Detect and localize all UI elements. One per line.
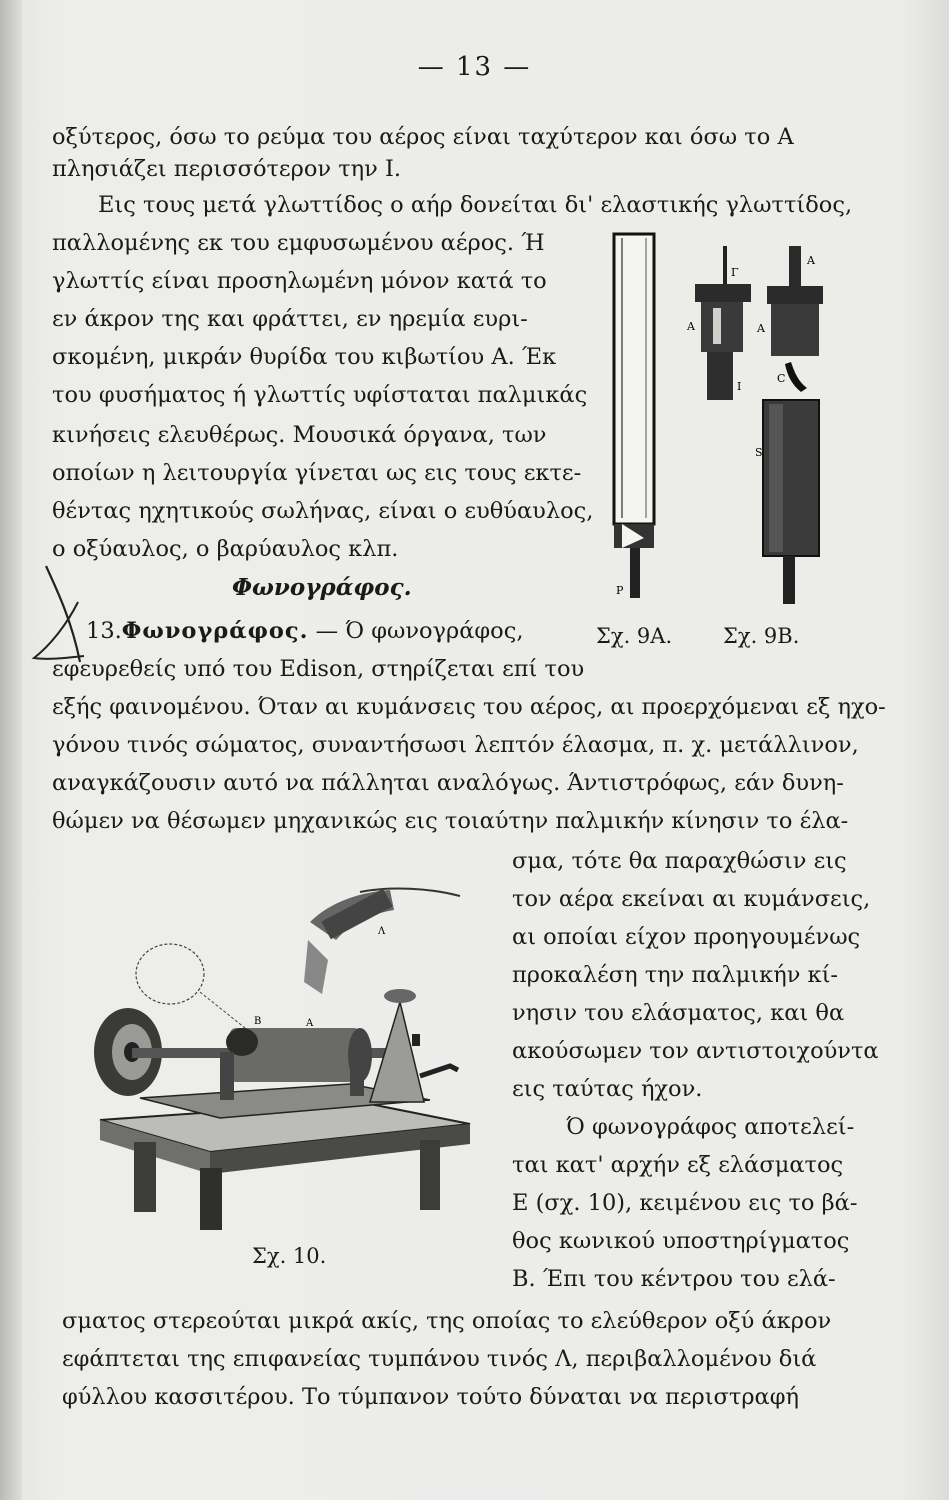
figure-letter: Α bbox=[306, 1018, 314, 1029]
text-line: αι οποίαι είχον προηγουμένως bbox=[512, 924, 861, 950]
figure-letter: Α bbox=[687, 320, 695, 333]
text-line: Β. Έπι του κέντρου του ελά- bbox=[512, 1266, 836, 1292]
figure-letter: P bbox=[616, 584, 624, 597]
book-gutter bbox=[0, 0, 22, 1500]
text-line: σματος στερεούται μικρά ακίς, της οποίας το ελεύθερον οξύ άκρον bbox=[62, 1308, 832, 1334]
figure-letter: Λ bbox=[378, 926, 386, 937]
text-line: αναγκάζουσιν αυτό να πάλληται αναλόγως. Άντιστρόφως, εάν δυνη- bbox=[52, 770, 844, 796]
text-line: εν άκρον της και φράττει, εν ηρεμία ευρι- bbox=[52, 306, 528, 332]
figure-letter: Ι bbox=[737, 380, 742, 393]
text-line: θέντας ηχητικούς σωλήνας, είναι ο ευθύαυλος, bbox=[52, 498, 594, 524]
figure-letter: Γ bbox=[731, 266, 739, 279]
text-line: οποίων η λειτουργία γίνεται ως εις τους εκτε- bbox=[52, 460, 582, 486]
section-number: 13. bbox=[86, 618, 122, 644]
figure-letter: Β bbox=[254, 1016, 262, 1027]
text-line: γλωττίς είναι προσηλωμένη μόνον κατά το bbox=[52, 268, 547, 294]
text-line: σμα, τότε θα παραχθώσιν εις bbox=[512, 848, 847, 874]
text-line: εφάπτεται της επιφανείας τυμπάνου τινός Λ, περιβαλλομένου διά bbox=[62, 1346, 817, 1372]
section-line bbox=[86, 616, 523, 646]
text-line: θώμεν να θέσωμεν μηχανικώς εις τοιαύτην παλμικήν κίνησιν το έλα- bbox=[52, 808, 849, 834]
text-line: γόνου τινός σώματος, συναντήσωσι λεπτόν έλασμα, π. χ. μετάλλινον, bbox=[52, 732, 859, 758]
text-line: εξής φαινομένου. Όταν αι κυμάνσεις του αέρος, αι προερχόμεναι εξ ηχο- bbox=[52, 694, 886, 720]
figure-letter: S bbox=[755, 446, 763, 459]
figure-9a-pipe bbox=[600, 228, 670, 608]
figure-caption-10: Σχ. 10. bbox=[252, 1244, 327, 1268]
text-line: Ό φωνογράφος αποτελεί- bbox=[566, 1114, 855, 1140]
text-line: σκομένη, μικράν θυρίδα του κιβωτίου Α. Έκ bbox=[52, 344, 557, 370]
text-line: πλησιάζει περισσότερον την Ι. bbox=[52, 156, 401, 182]
text-line: Εις τους μετά γλωττίδος ο αήρ δονείται δι' ελαστικής γλωττίδος, bbox=[98, 192, 853, 218]
text-line: ακούσωμεν τον αντιστοιχούντα bbox=[512, 1038, 879, 1064]
text-line: κινήσεις ελευθέρως. Μουσικά όργανα, των bbox=[52, 422, 547, 448]
section-title: Φωνογράφος. bbox=[121, 618, 309, 644]
page-number: — 13 — bbox=[417, 52, 532, 82]
text-line: προκαλέση την παλμικήν κί- bbox=[512, 962, 839, 988]
section-heading: Φωνογράφος. bbox=[232, 574, 412, 601]
figure-caption-9a: Σχ. 9Α. bbox=[596, 624, 673, 648]
text-line: ται κατ' αρχήν εξ ελάσματος bbox=[512, 1152, 844, 1178]
figure-caption-9b: Σχ. 9Β. bbox=[723, 624, 800, 648]
text-line: εις ταύτας ήχον. bbox=[512, 1076, 703, 1102]
text-line: οξύτερος, όσω το ρεύμα του αέρος είναι ταχύτερον και όσω το Α bbox=[52, 124, 794, 150]
text-line: εφευρεθείς υπό του Edison, στηρίζεται επί του bbox=[52, 656, 585, 682]
text-line: τον αέρα εκείναι αι κυμάνσεις, bbox=[512, 886, 871, 912]
figure-9b-reed-box bbox=[755, 240, 835, 610]
text-line: φύλλου κασσιτέρου. Το τύμπανον τούτο δύναται να περιστραφή bbox=[62, 1384, 799, 1410]
figure-letter: Α bbox=[807, 254, 815, 267]
text-line: θος κωνικού υποστηρίγματος bbox=[512, 1228, 850, 1254]
figure-letter: C bbox=[777, 372, 786, 385]
figure-10-phonograph bbox=[60, 862, 480, 1238]
text-line: νησιν του ελάσματος, και θα bbox=[512, 1000, 845, 1026]
text-line: του φυσήματος ή γλωττίς υφίσταται παλμικάς bbox=[52, 382, 588, 408]
text-line: ο οξύαυλος, ο βαρύαυλος κλπ. bbox=[52, 536, 399, 562]
figure-9a-reed bbox=[685, 240, 760, 410]
text-line: παλλομένης εκ του εμφυσωμένου αέρος. Ή bbox=[52, 230, 545, 256]
figure-letter: Α bbox=[757, 322, 765, 335]
section-text: — Ό φωνογράφος, bbox=[315, 618, 524, 644]
text-line: Ε (σχ. 10), κειμένου εις το βά- bbox=[512, 1190, 858, 1216]
